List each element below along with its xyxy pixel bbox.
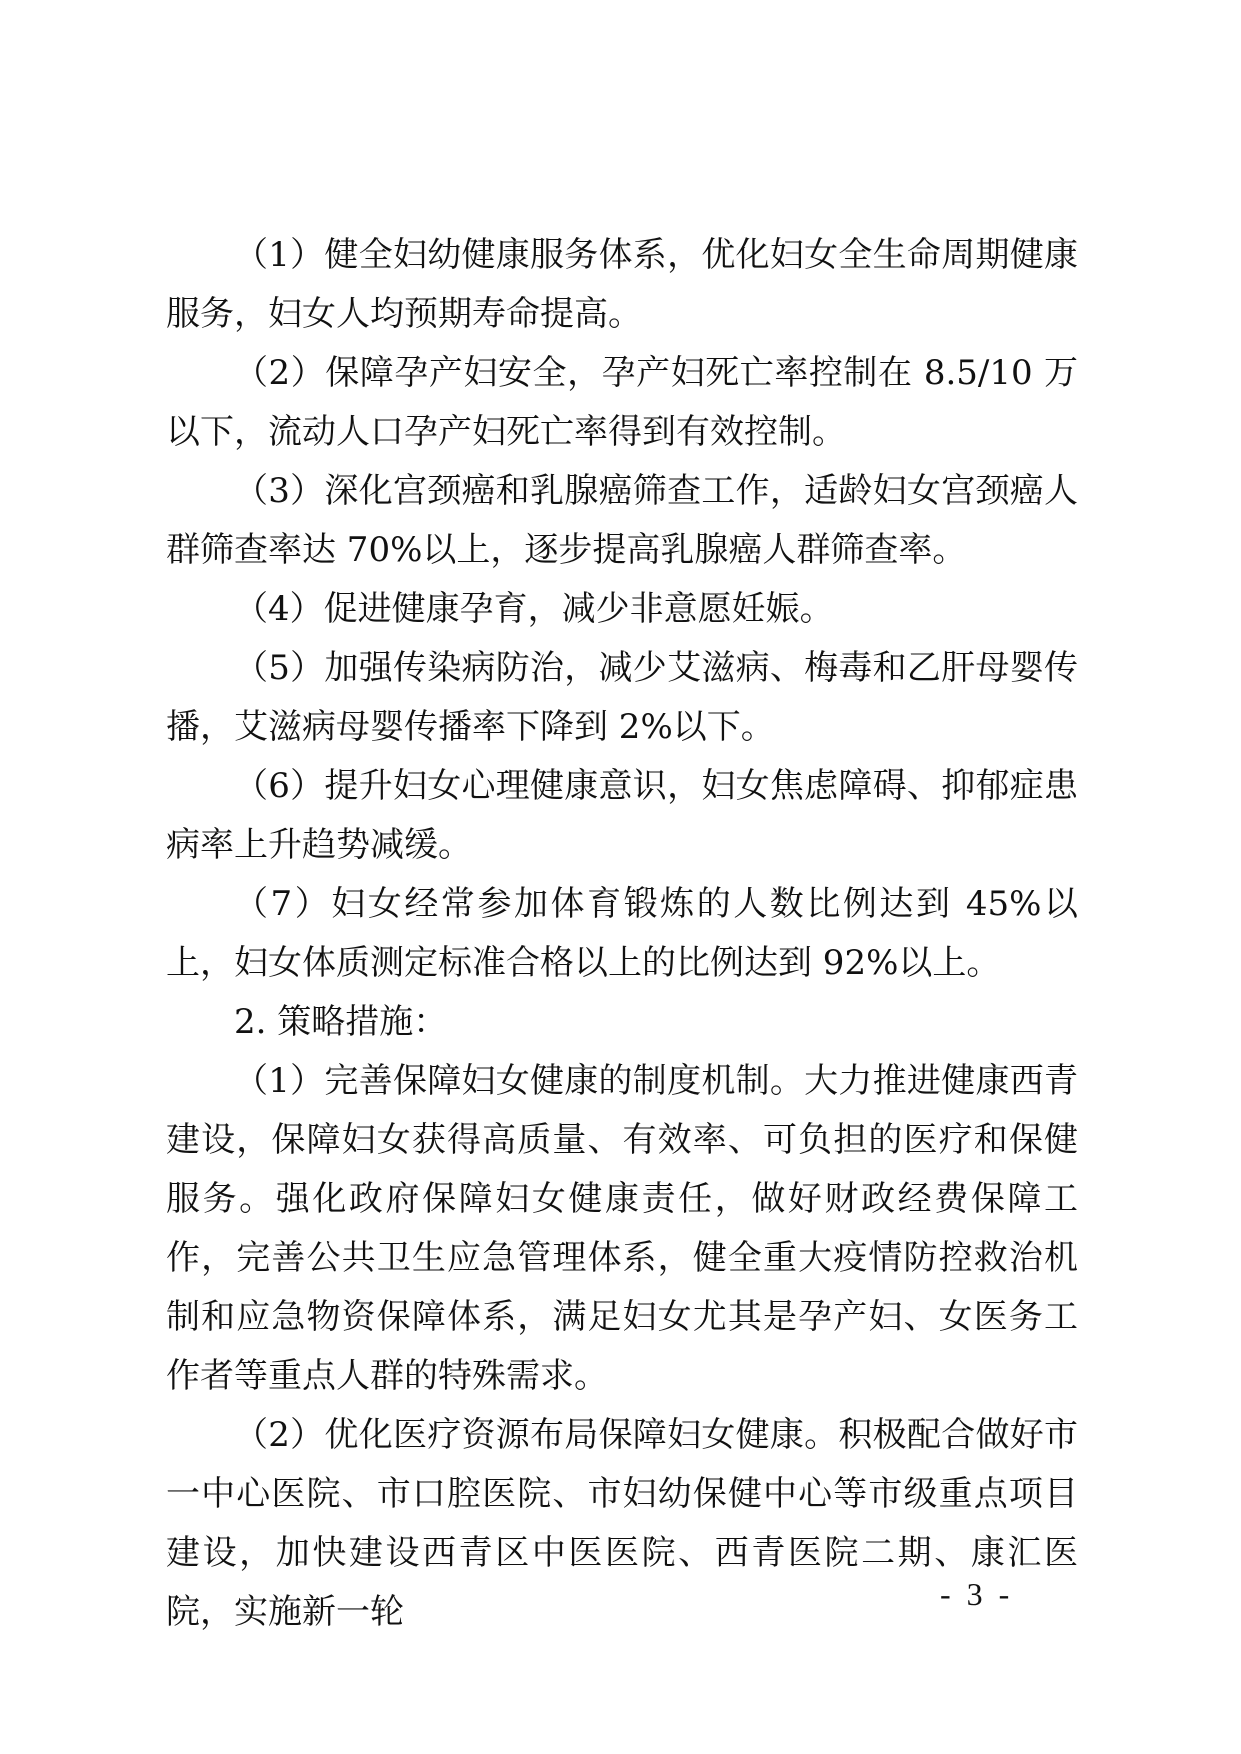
section-heading-strategy: 2. 策略措施： [234,1002,448,1042]
paragraph-strategy-2: （2）优化医疗资源布局保障妇女健康。积极配合做好市一中心医院、市口腔医院、市妇幼保健中心等市级重点项目建设，加快建设西青区中医医院、西青医院二期、康汇医院，实施新一轮 [166,1415,1078,1632]
paragraph-goal-5: （5）加强传染病防治，减少艾滋病、梅毒和乙肝母婴传播，艾滋病母婴传播率下降到 2%以下。 [166,648,1078,747]
paragraph-goal-3: （3）深化宫颈癌和乳腺癌筛查工作，适龄妇女宫颈癌人群筛查率达 70%以上，逐步提高乳腺癌人群筛查率。 [166,471,1078,570]
paragraph-goal-2: （2）保障孕产妇安全，孕产妇死亡率控制在 8.5/10 万以下，流动人口孕产妇死亡率得到有效控制。 [166,353,1078,452]
paragraph-goal-6: （6）提升妇女心理健康意识，妇女焦虑障碍、抑郁症患病率上升趋势减缓。 [166,766,1078,865]
paragraph-goal-1: （1）健全妇幼健康服务体系，优化妇女全生命周期健康服务，妇女人均预期寿命提高。 [166,235,1078,334]
body-text [166,226,1078,1642]
paragraph-strategy-1: （1）完善保障妇女健康的制度机制。大力推进健康西青建设，保障妇女获得高质量、有效率、可负担的医疗和保健服务。强化政府保障妇女健康责任，做好财政经费保障工作，完善公共卫生应急管理体系，健全重大疫情防控救治机制和应急物资保障体系，满足妇女尤其是孕产妇、女医务工作者等重点人群的特殊需求。 [166,1061,1078,1396]
paragraph-goal-4: （4）促进健康孕育，减少非意愿妊娠。 [234,589,834,629]
page-number: - 3 - [940,1576,1014,1612]
paragraph-goal-7: （7）妇女经常参加体育锻炼的人数比例达到 45%以上，妇女体质测定标准合格以上的比例达到 92%以上。 [166,884,1078,983]
